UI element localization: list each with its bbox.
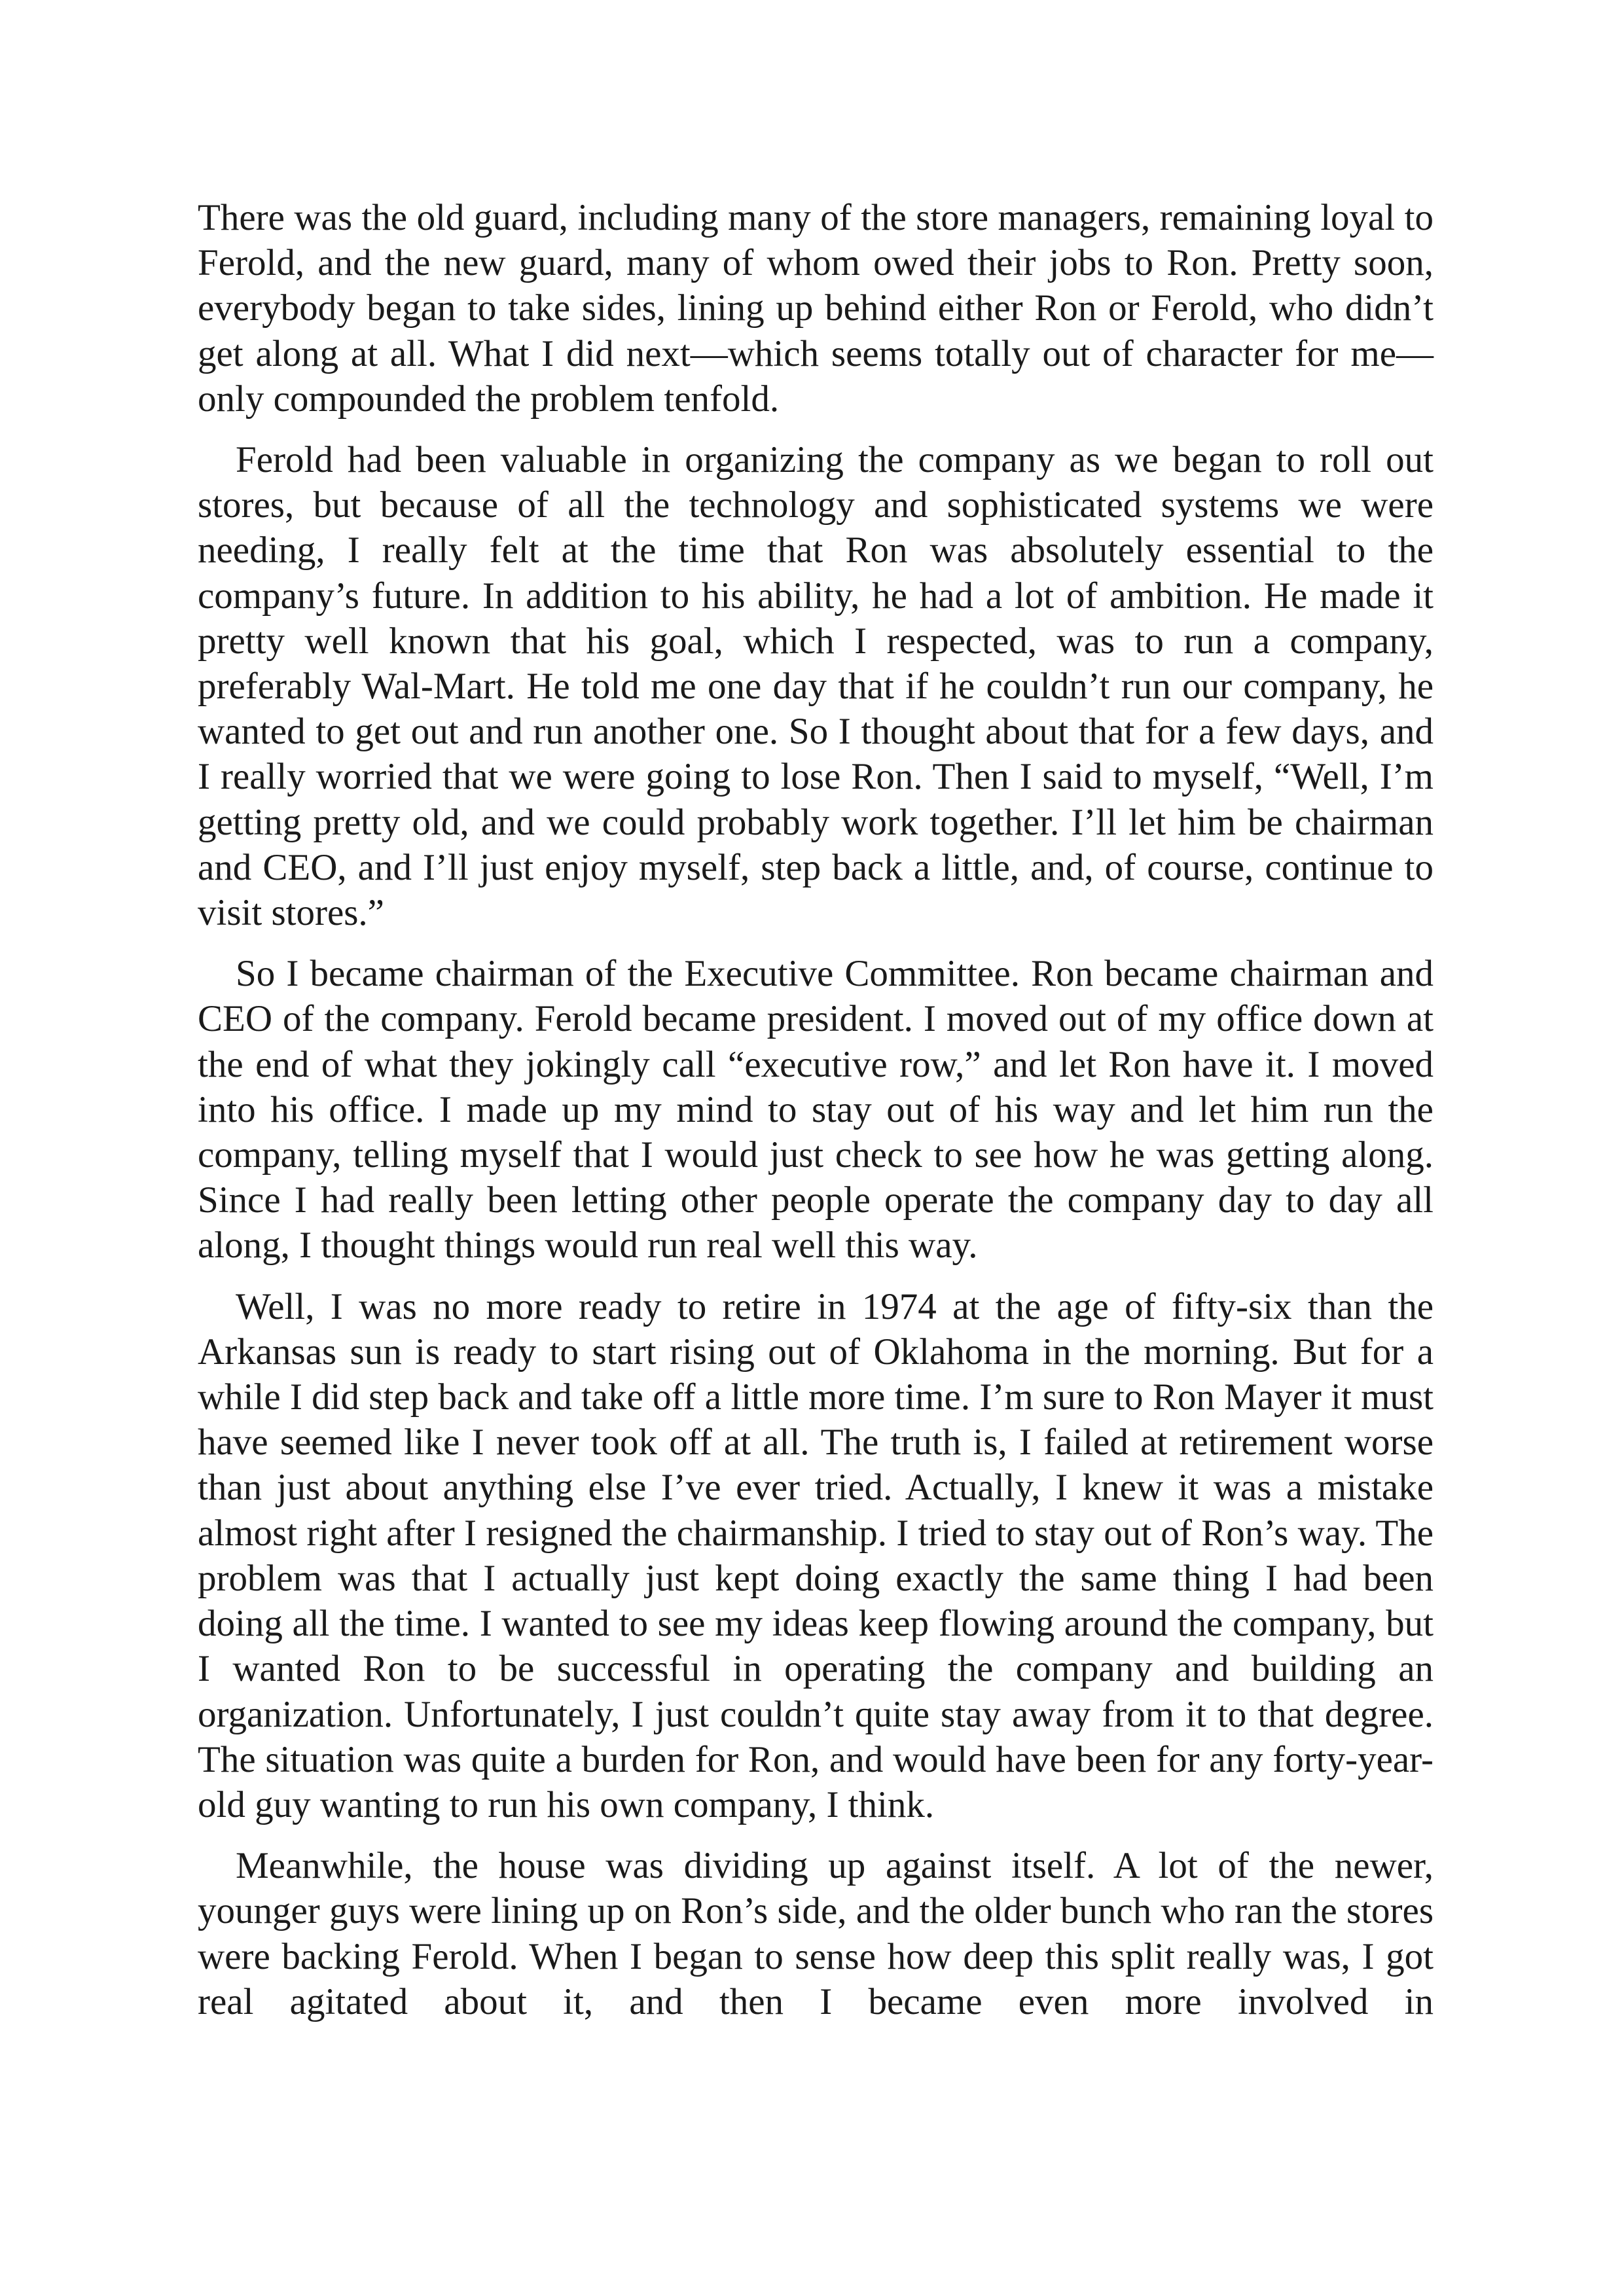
paragraph-2: Ferold had been valuable in organizing the company as we began to roll out stores, but because of all the technology and sophisticated systems we were needing, I really felt at the time that Ron was absolutely essential to the company’s future. In addition to his ability, he had a lot of ambition. He made it pretty well known that his goal, which I respected, was to run a company, preferably Wal-Mart. He told me one day that if he couldn’t run our company, he wanted to get out and run another one. So I thought about that for a few days, and I really worried that we were going to lose Ron. Then I said to myself, “Well, I’m getting pretty old, and we could probably work together. I’ll let him be chairman and CEO, and I’ll just enjoy myself, step back a little, and, of course, continue to visit stores.” — [198, 439, 1434, 934]
paragraph-3: So I became chairman of the Executive Committee. Ron became chairman and CEO of the company. Ferold became president. I moved out of my office down at the end of what they jokingly call “executive row,” and let Ron have it. I moved into his office. I made up my mind to stay out of his way and let him run the company, telling myself that I would just check to see how he was getting along. Since I had really been letting other people operate the company day to day all along, I thought things would run real well this way. — [198, 953, 1434, 1266]
paragraph-4: Well, I was no more ready to retire in 1974 at the age of fifty-six than the Arkansas sun is ready to start rising out of Oklahoma in the morning. But for a while I did step back and take off a little more time. I’m sure to Ron Mayer it must have seemed like I never took off at all. The truth is, I failed at retirement worse than just about anything else I’ve ever tried. Actually, I knew it was a mistake almost right after I resigned the chairmanship. I tried to stay out of Ron’s way. The problem was that I actually just kept doing exactly the same thing I had been doing all the time. I wanted to see my ideas keep flowing around the company, but I wanted Ron to be successful in operating the company and building an organization. Unfortunately, I just couldn’t quite stay away from it to that degree. The situation was quite a burden for Ron, and would have been for any forty-year-old guy wanting to run his own company, I think. — [198, 1285, 1434, 1825]
paragraph-1: There was the old guard, including many of the store managers, remaining loyal to Ferold, and the new guard, many of whom owed their jobs to Ron. Pretty soon, everybody began to take sides, lining up behind either Ron or Ferold, who didn’t get along at all. What I did next—which seems totally out of character for me—only compounded the problem tenfold. — [198, 197, 1434, 420]
page-body — [198, 195, 1434, 2024]
paragraph-5: Meanwhile, the house was dividing up against itself. A lot of the newer, younger guys were lining up on Ron’s side, and the older bunch who ran the stores were backing Ferold. When I began to sense how deep this split really was, I got real agitated about it, and then I became even more involved in — [198, 1845, 1434, 2022]
